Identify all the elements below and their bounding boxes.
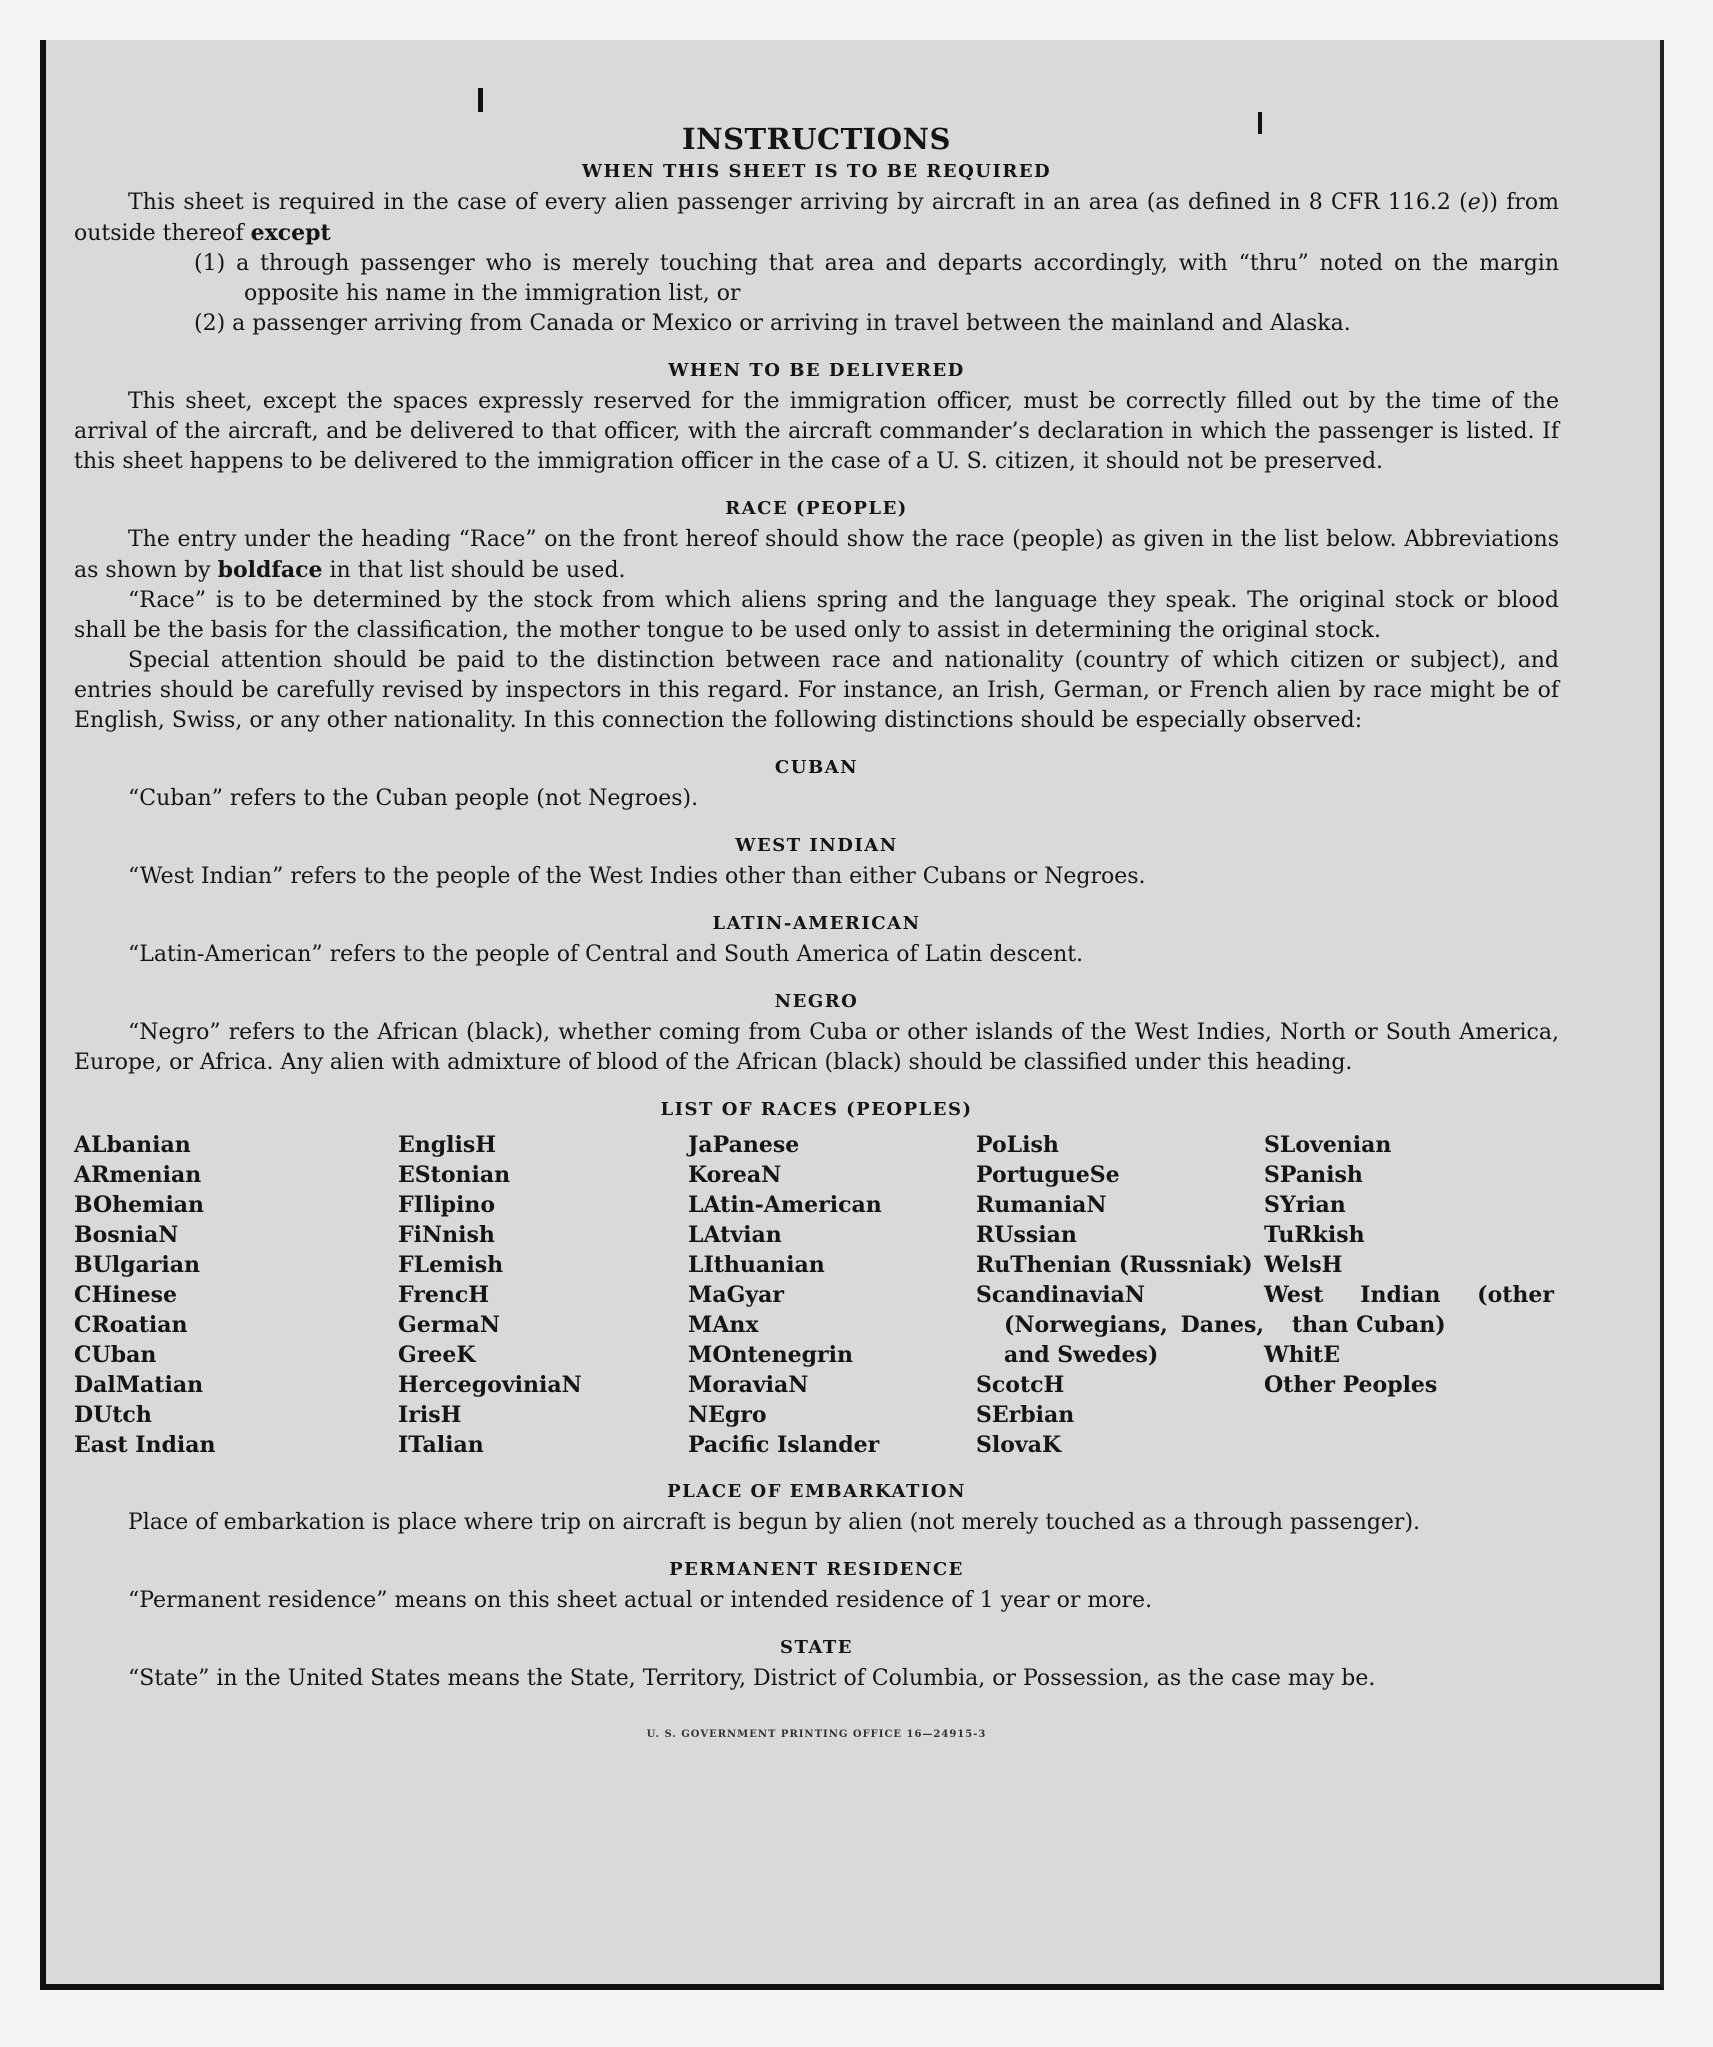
race-item: FLemish	[398, 1252, 504, 1278]
races-column-1	[74, 1130, 398, 1460]
paragraph-embarkation: Place of embarkation is place where trip on aircraft is begun by alien (not merely touched as a through passenger).	[128, 1510, 1421, 1535]
heading-when-delivered: WHEN TO BE DELIVERED	[668, 360, 965, 381]
printer-imprint: U. S. GOVERNMENT PRINTING OFFICE 16—24915-3	[646, 1729, 987, 1740]
heading-state: STATE	[779, 1637, 853, 1658]
race-item: LAtin-American	[688, 1192, 882, 1218]
race-item: SLovenian	[1264, 1132, 1392, 1158]
heading-race: RACE (PEOPLE)	[725, 498, 908, 519]
heading-when-required: WHEN THIS SHEET IS TO BE REQUIRED	[581, 161, 1052, 182]
race-item: CUban	[74, 1342, 157, 1368]
heading-place-of-embarkation: PLACE OF EMBARKATION	[667, 1481, 966, 1502]
race-item: West Indian (other than Cuban)	[1264, 1282, 1554, 1338]
race-item: ARmenian	[74, 1162, 202, 1188]
paragraph-latin-american: “Latin-American” refers to the people of Central and South America of Latin descent.	[128, 942, 1084, 967]
list-item-canada-mexico: (2) a passenger arriving from Canada or Mexico or arriving in travel between the mainland and Alaska.	[194, 311, 1351, 336]
race-item: PoLish	[976, 1132, 1059, 1158]
race-item: ALbanian	[74, 1132, 191, 1158]
race-item: CRoatian	[74, 1312, 188, 1338]
race-item: MaGyar	[688, 1282, 785, 1308]
paragraph-cuban: “Cuban” refers to the Cuban people (not Negroes).	[128, 786, 699, 811]
race-item: BOhemian	[74, 1192, 205, 1218]
race-item: KoreaN	[688, 1162, 782, 1188]
race-item: CHinese	[74, 1282, 178, 1308]
race-item: ScotcH	[976, 1372, 1065, 1398]
races-column-2	[398, 1130, 688, 1460]
race-item: FrencH	[398, 1282, 489, 1308]
race-item: ScandinaviaN (Norwegians, Danes, and Swedes)	[976, 1282, 1264, 1368]
document-sheet	[40, 40, 1664, 1990]
race-item: IrisH	[398, 1402, 462, 1428]
race-item: SYrian	[1264, 1192, 1346, 1218]
list-item-through-passenger: (1) a through passenger who is merely touching that area and departs accordingly, with “thru” noted on the margin opposite his name in the immigration list, or	[194, 251, 1559, 306]
race-item: EnglisH	[398, 1132, 497, 1158]
race-item: East Indian	[74, 1432, 216, 1458]
races-list	[74, 1130, 1559, 1460]
race-item: Other Peoples	[1264, 1372, 1438, 1398]
paragraph-state: “State” in the United States means the State, Territory, District of Columbia, or Possession, as the case may be.	[128, 1666, 1376, 1691]
race-item: RuThenian (Russniak)	[976, 1252, 1253, 1278]
race-item: DUtch	[74, 1402, 152, 1428]
ink-mark	[478, 88, 483, 112]
paragraph-required: This sheet is required in the case of every alien passenger arriving by aircraft in an area (as defined in 8 CFR 116.2 (e)) from outside thereof except	[74, 190, 1559, 246]
race-item: SPanish	[1264, 1162, 1363, 1188]
heading-list-of-races: LIST OF RACES (PEOPLES)	[660, 1099, 973, 1120]
race-item: JaPanese	[688, 1132, 800, 1158]
race-item: TuRkish	[1264, 1222, 1365, 1248]
race-item: MAnx	[688, 1312, 759, 1338]
paragraph-race-stock: “Race” is to be determined by the stock from which aliens spring and the language they speak. The original stock or blood shall be the basis for the classification, the mother tongue to be used only to assist in determining the original stock.	[74, 588, 1559, 643]
race-item: SErbian	[976, 1402, 1075, 1428]
race-item: PortugueSe	[976, 1162, 1120, 1188]
paragraph-permanent-residence: “Permanent residence” means on this sheet actual or intended residence of 1 year or more.	[128, 1588, 1153, 1613]
race-item: NEgro	[688, 1402, 767, 1428]
race-item: DalMatian	[74, 1372, 204, 1398]
paragraph-delivered: This sheet, except the spaces expressly reserved for the immigration officer, must be correctly filled out by the time of the arrival of the aircraft, and be delivered to that officer, with the aircraft commander’s declaration in which the passenger is listed. If this sheet happens to be delivered to the immigration officer in the case of a U. S. citizen, it should not be preserved.	[74, 389, 1559, 474]
heading-latin-american: LATIN-AMERICAN	[712, 913, 921, 934]
race-item: SlovaK	[976, 1432, 1062, 1458]
race-item: HercegoviniaN	[398, 1372, 582, 1398]
race-item: GermaN	[398, 1312, 501, 1338]
race-item: Pacific Islander	[688, 1432, 880, 1458]
race-item: MoraviaN	[688, 1372, 809, 1398]
race-item: EStonian	[398, 1162, 511, 1188]
race-item: WelsH	[1264, 1252, 1343, 1278]
race-item: MOntenegrin	[688, 1342, 853, 1368]
paragraph-west-indian: “West Indian” refers to the people of the West Indies other than either Cubans or Negroes.	[128, 864, 1146, 889]
race-item: WhitE	[1264, 1342, 1340, 1368]
race-item: FIlipino	[398, 1192, 496, 1218]
race-item: FiNnish	[398, 1222, 495, 1248]
heading-cuban: CUBAN	[774, 757, 859, 778]
instructions-content	[74, 120, 1559, 1750]
races-column-4	[976, 1130, 1264, 1460]
race-item: RumaniaN	[976, 1192, 1107, 1218]
paragraph-race-entry: The entry under the heading “Race” on the front hereof should show the race (people) as given in the list below. Abbreviations as shown by boldface in that list should be used.	[74, 527, 1559, 583]
paragraph-race-nationality: Special attention should be paid to the distinction between race and nationality (country of which citizen or subject), and entries should be carefully revised by inspectors in this regard. For instance, an Irish, German, or French alien by race might be of English, Swiss, or any other nationality. In this connection the following distinctions should be especially observed:	[74, 648, 1559, 733]
race-item: LIthuanian	[688, 1252, 825, 1278]
race-item: ITalian	[398, 1432, 484, 1458]
heading-west-indian: WEST INDIAN	[735, 835, 898, 856]
paragraph-negro: “Negro” refers to the African (black), whether coming from Cuba or other islands of the West Indies, North or South America, Europe, or Africa. Any alien with admixture of blood of the African (black) should be classified under this heading.	[74, 1020, 1559, 1075]
page-title: INSTRUCTIONS	[682, 122, 951, 156]
heading-permanent-residence: PERMANENT RESIDENCE	[669, 1559, 964, 1580]
races-column-3	[688, 1130, 976, 1460]
heading-negro: NEGRO	[774, 991, 859, 1012]
race-item: BosniaN	[74, 1222, 179, 1248]
race-item: GreeK	[398, 1342, 476, 1368]
races-column-5	[1264, 1130, 1554, 1460]
race-item: BUlgarian	[74, 1252, 200, 1278]
race-item: RUssian	[976, 1222, 1077, 1248]
race-item: LAtvian	[688, 1222, 782, 1248]
